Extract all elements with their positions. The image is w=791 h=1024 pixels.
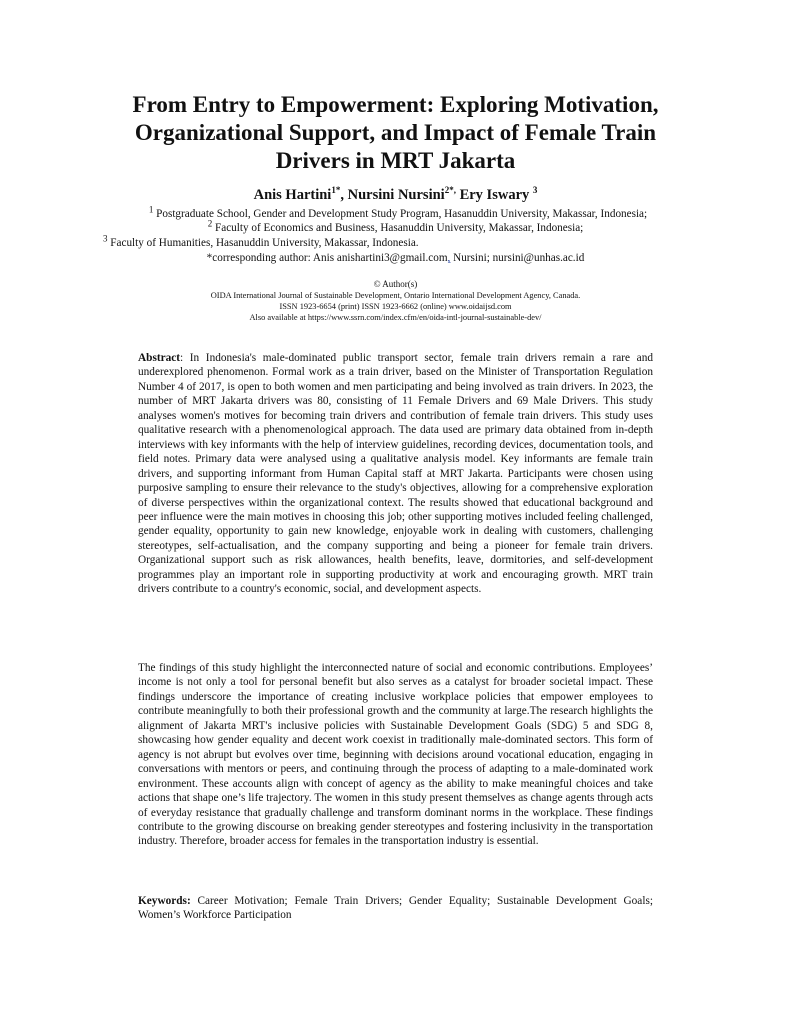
keywords-label: Keywords: — [138, 895, 191, 907]
paper-title — [90, 91, 701, 175]
affiliation-1 — [103, 204, 693, 221]
title-line-1: From Entry to Empowerment: Exploring Motivation, — [132, 92, 659, 117]
availability-line: Also available at https://www.ssrn.com/index.cfm/en/oida-intl-journal-sustainable-dev/ — [249, 313, 542, 322]
title-line-2: Organizational Support, and Impact of Female Train — [134, 120, 657, 145]
affiliation-text: Faculty of Economics and Business, Hasanuddin University, Makassar, Indonesia; — [215, 222, 584, 234]
corresponding-link-comma[interactable]: , — [447, 252, 451, 264]
affiliation-mark: 2 — [207, 218, 213, 229]
author-mark: 2*, — [444, 185, 456, 196]
copyright-line: © Author(s) — [373, 279, 418, 289]
author-list: Anis Hartini$^{1*}$, Nursini Nursini$^{2*,}$ Ery Iswary $^3$ — [253, 185, 538, 203]
corresponding-suffix: Nursini; nursini@unhas.ac.id — [450, 252, 585, 264]
keywords-text: Career Motivation; Female Train Drivers; Gender Equality; Sustainable Development Goals; Women’s Workforce Participation — [138, 895, 653, 922]
affiliation-2 — [0, 218, 791, 235]
author-name: Ery Iswary — [459, 187, 530, 203]
author-name: Anis Hartini — [253, 187, 332, 203]
affiliation-text: Postgraduate School, Gender and Development Study Program, Hasanuddin University, Makassar, Indonesia; — [156, 208, 648, 220]
author-mark: 3 — [532, 185, 538, 196]
corresponding-author — [0, 251, 791, 265]
affiliation-text: Faculty of Humanities, Hasanuddin University, Makassar, Indonesia. — [110, 237, 419, 249]
corresponding-prefix: *corresponding author: Anis anishartini3@gmail.com — [206, 252, 448, 264]
journal-line: OIDA International Journal of Sustainable Development, Ontario International Development Agency, Canada. — [210, 291, 581, 300]
affiliation-3 — [103, 233, 419, 250]
affiliation-mark: 3 — [103, 233, 108, 244]
findings-paragraph: The findings of this study highlight the interconnected nature of social and economic contributions. Employees’ income is not only a tool for personal benefit but also serves as a catalyst for broader societal impact. These findings underscore the importance of creating inclusive workplace policies that empower employees to contribute meaningfully to both their professional growth and the community at large.The research highlights the alignment of Jakarta MRT's inclusive policies with Sustainable Development Goals (SDG) 5 and SDG 8, showcasing how gender equality and decent work coexist in traditionally male-dominated sectors. This form of agency is not abrupt but evolves over time, beginning with decisions around vocational education, engaging in conversations with mentors or peers, and continuing through the process of adapting to a male-dominated work environment. These accounts align with concept of agency as the ability to make meaningful choices and take actions that shape one’s life trajectory. The women in this study present themselves as change agents through acts of everyday resistance that gradually challenge and transform dominant norms in the workplace. These findings contribute to the growing discourse on breaking gender stereotypes and fostering inclusivity in the transportation industry. Therefore, broader access for females in the transportation industry is essential. — [138, 662, 653, 848]
author-mark: 1* — [331, 185, 341, 196]
abstract-paragraph — [138, 351, 653, 597]
abstract-text: : In Indonesia's male-dominated public transport sector, female train drivers remain a rare and underexplored phenomenon. Formal work as a train driver, based on the Minister of Transportation Regulation Number 4 of 2017, is open to both women and men participating and being involved as train drivers. In 2023, the number of MRT Jakarta drivers was 80, consisting of 11 Female Drivers and 69 Male Drivers. This study analyses women's motives for becoming train drivers and contribution of female train drivers. This study uses qualitative research with a phenomenological approach. The data used are primary data obtained from in-depth interviews with key informants with the help of interview guidelines, recording devices, documentation tools, and field notes. Primary data were analysed using a qualitative analysis model. Key informants are female train drivers, and supporting informant from Human Capital staff at MRT Jakarta. Participants were chosen using purposive sampling to ensure their relevance to the study's objectives, allowing for a comprehensive exploration of diverse perspectives within the organizational context. The results showed that educational background and peer influence were the main motives in choosing this job; other supporting motives included feeling challenged, gender equality, opportunity to gain new knowledge, enjoyable work in dealing with customers, challenging stereotypes, self-actualisation, and the company supporting and being a pioneer for female train drivers. Organizational support such as risk allowances, health benefits, leave, dormitories, and self-development programmes play an important role in supporting productivity at work and encouraging growth. MRT train drivers contribute to a country's economic, social, and development aspects. — [138, 352, 653, 596]
title-line-3: Drivers in MRT Jakarta — [275, 148, 516, 173]
keywords-paragraph — [138, 894, 653, 923]
publication-info — [0, 279, 791, 323]
author-name: Nursini Nursini — [347, 187, 445, 203]
abstract-label: Abstract — [138, 352, 181, 364]
issn-line: ISSN 1923-6654 (print) ISSN 1923-6662 (online) www.oidaijsd.com — [279, 302, 512, 311]
affiliation-mark: 1 — [148, 204, 154, 215]
